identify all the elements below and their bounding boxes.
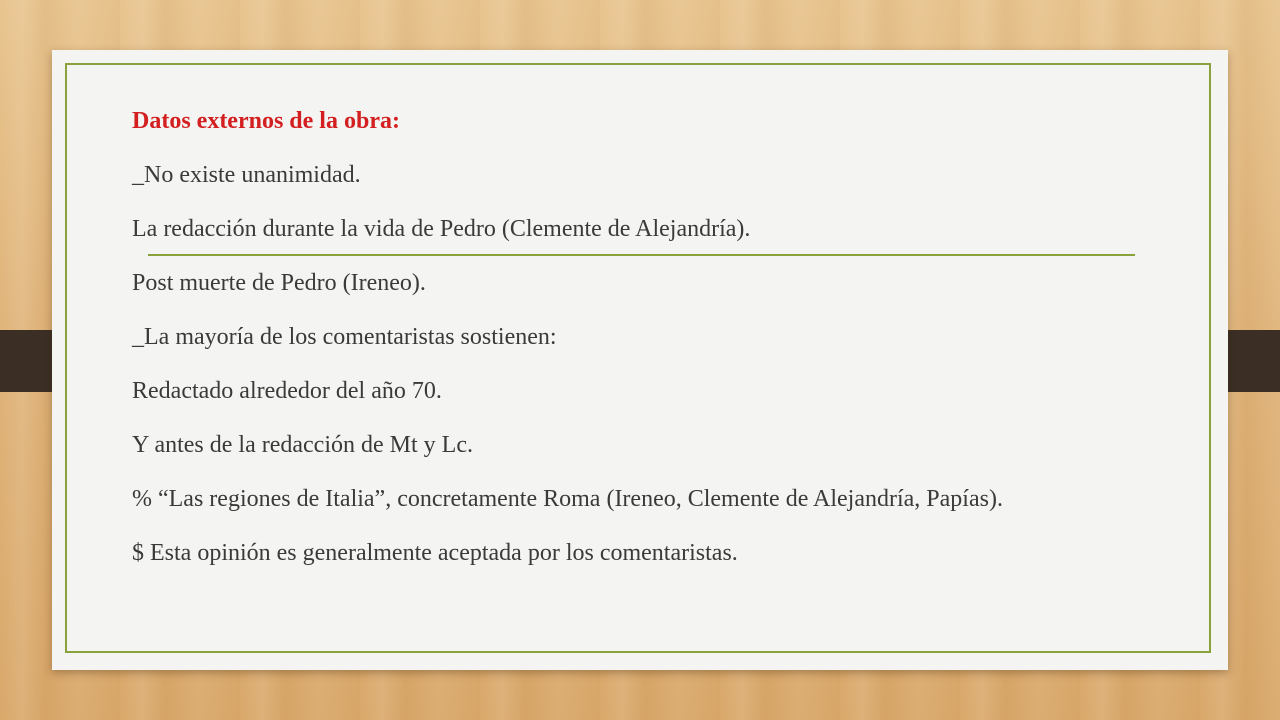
slide-card — [52, 50, 1228, 670]
slide-line-5: Redactado alrededor del año 70. — [132, 378, 442, 404]
slide-heading: Datos externos de la obra: — [132, 108, 400, 134]
slide-line-6: Y antes de la redacción de Mt y Lc. — [132, 432, 473, 458]
slide-line-7: % “Las regiones de Italia”, concretamente Roma (Ireneo, Clemente de Alejandría, Papías). — [132, 486, 1003, 512]
slide-line-8: $ Esta opinión es generalmente aceptada por los comentaristas. — [132, 540, 738, 566]
slide-content — [132, 107, 1132, 593]
slide-line-1: _No existe unanimidad. — [132, 162, 361, 188]
slide-line-2: La redacción durante la vida de Pedro (Clemente de Alejandría). — [132, 216, 751, 242]
slide-line-3: Post muerte de Pedro (Ireneo). — [132, 270, 426, 296]
slide-line-4: _La mayoría de los comentaristas sostienen: — [132, 324, 557, 350]
